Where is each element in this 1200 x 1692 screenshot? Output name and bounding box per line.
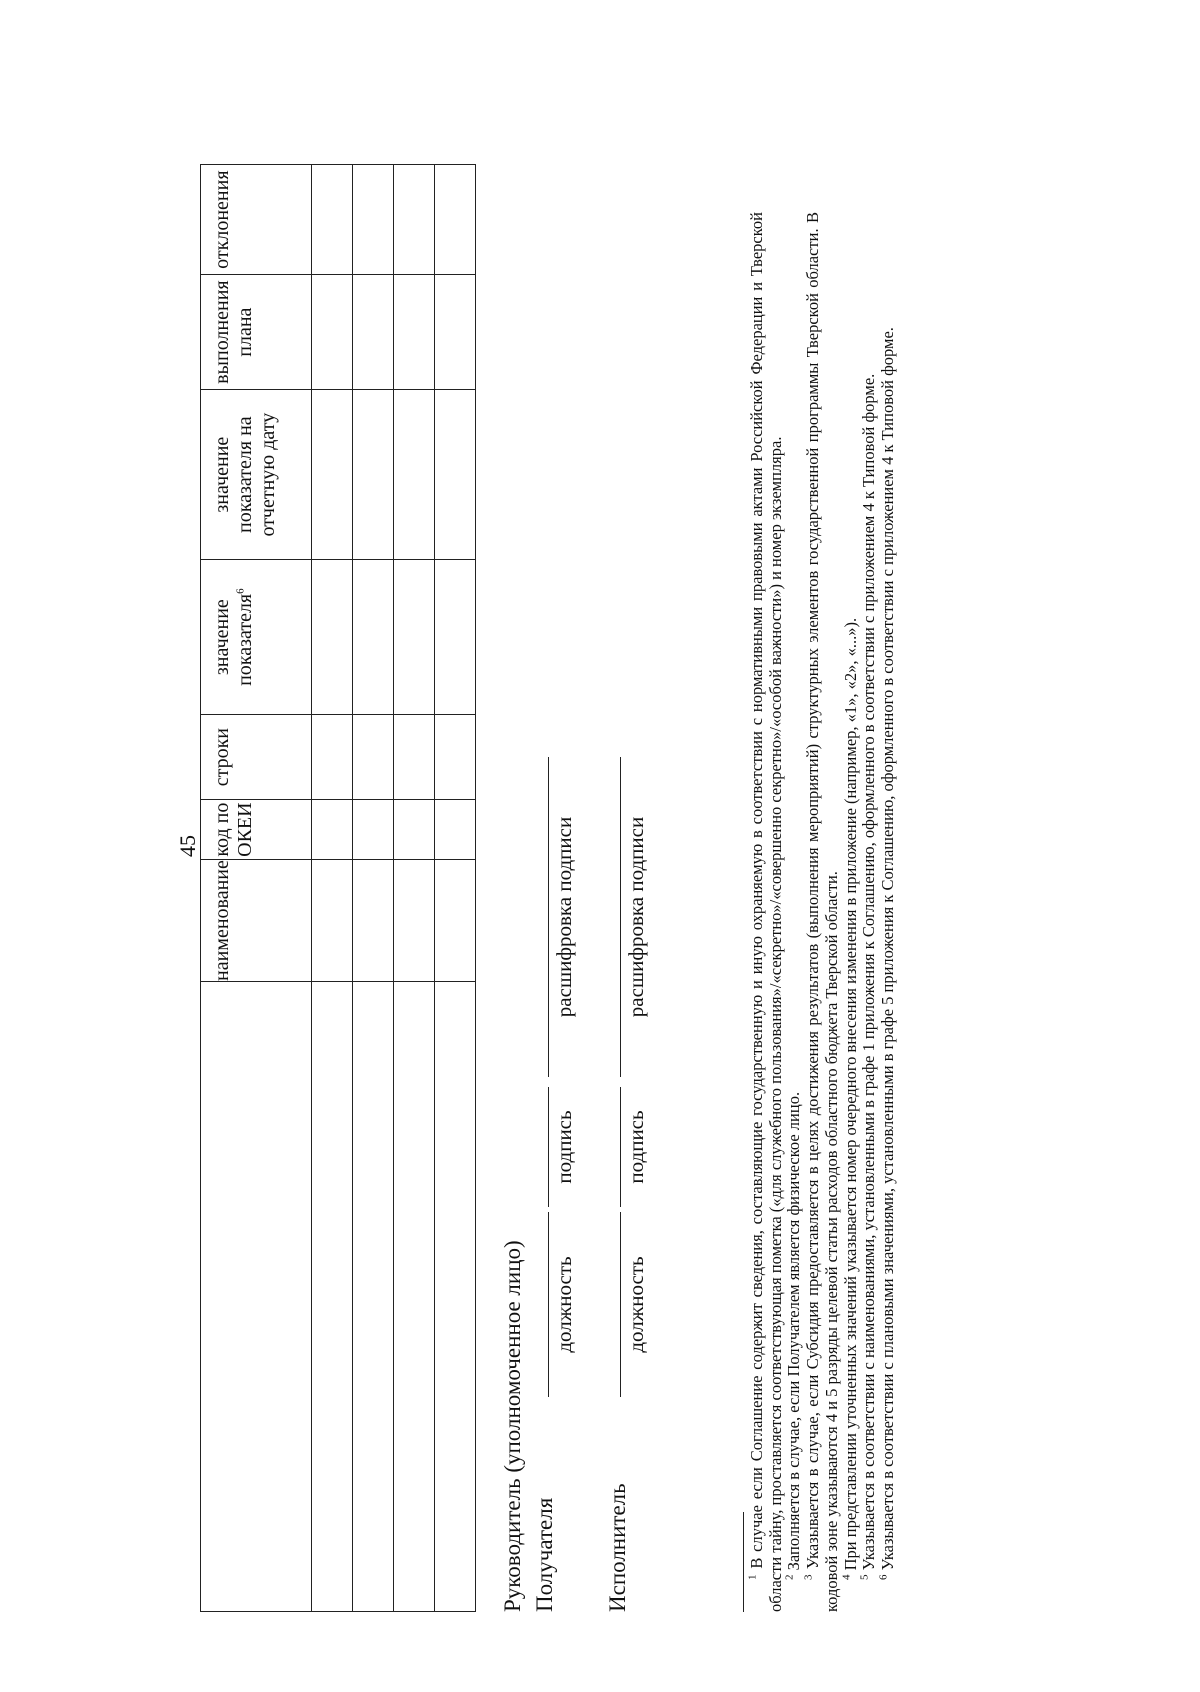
footnote: $^6$ Указывается в соответствии с плановыми значениями, установленными в графе 5 приложения к Соглашению, оформленного в соответствии с приложением 4 к Типовой форме. [877, 327, 897, 1580]
header-cell: выполнения плана [201, 275, 312, 390]
table-cell [394, 165, 435, 275]
table-cell [312, 800, 353, 860]
table-cell [353, 860, 394, 982]
table-row [312, 165, 353, 1612]
table-cell [394, 390, 435, 560]
table-cell [435, 165, 476, 275]
head-position-line [548, 1212, 549, 1397]
table-row [394, 165, 435, 1612]
footnotes [748, 212, 898, 1612]
table-cell [435, 860, 476, 982]
head-label: Руководитель (уполномоченное лицо) [500, 1240, 525, 1612]
table-cell [353, 390, 394, 560]
executor-position-line [620, 1212, 621, 1397]
head-position-caption: должность [552, 1256, 576, 1353]
table-cell [312, 165, 353, 275]
table-cell [312, 860, 353, 982]
table-cell [353, 800, 394, 860]
footnote: $^2$ Заполняется в случае, если Получателем является физическое лицо. [783, 1091, 804, 1580]
table-cell [312, 275, 353, 390]
executor-decoding-caption: расшифровка подписи [624, 816, 648, 1018]
table-cell [312, 560, 353, 715]
table-cell [394, 982, 435, 1612]
table-cell [353, 275, 394, 390]
table-row [435, 165, 476, 1612]
recipient-label: Получателя [532, 1497, 557, 1612]
table-cell [435, 560, 476, 715]
table-cell [353, 982, 394, 1612]
executor-signature-caption: подпись [624, 1110, 648, 1184]
table-cell [394, 275, 435, 390]
table-cell [435, 390, 476, 560]
table-cell [353, 560, 394, 715]
table-cell [435, 800, 476, 860]
table-cell [394, 800, 435, 860]
head-decoding-caption: расшифровка подписи [552, 816, 576, 1018]
table-cell [394, 715, 435, 800]
indicator-table [200, 164, 476, 1612]
header-cell: строки [201, 715, 312, 800]
table-cell [394, 560, 435, 715]
header-cell: наименование [201, 860, 312, 982]
table-row [353, 165, 394, 1612]
table-cell [312, 390, 353, 560]
table-cell [353, 165, 394, 275]
table-cell [435, 982, 476, 1612]
table-header-row [201, 165, 312, 1612]
header-cell: значение показателя$^6$ [201, 560, 312, 715]
page-number: 45 [175, 835, 200, 857]
head-signature-caption: подпись [552, 1110, 576, 1184]
head-decoding-line [548, 757, 549, 1077]
header-cell [201, 982, 312, 1612]
header-cell: отклонения [201, 165, 312, 275]
footnote: $^4$ При представлении уточненных значений указывается номер очередного внесения изменения в приложение (например, «1», «2», «...»). [840, 617, 860, 1580]
footnote-separator [743, 1512, 744, 1612]
table-cell [353, 715, 394, 800]
executor-label: Исполнитель [605, 1483, 630, 1612]
table-cell [312, 715, 353, 800]
head-signature-line [548, 1087, 549, 1207]
footnote: $^3$ Указывается в случае, если Субсидия предоставляется в целях достижения результатов (выполнения мероприятий) структурных элементов государственной программы Тверской области. В кодовой зоне указываются 4 и 5 разряды целевой статьи расходов областного бюджета Тверской области. [802, 212, 841, 1612]
header-cell: значение показателя на отчетную дату [201, 390, 312, 560]
header-cell: код по ОКЕИ [201, 800, 312, 860]
footnote: $^5$ Указывается в соответствии с наименованиями, установленными в графе 1 приложения к Соглашению, оформленного в соответствии с приложением 4 к Типовой форме. [858, 373, 879, 1580]
table-cell [312, 982, 353, 1612]
executor-signature-line [620, 1087, 621, 1207]
table-cell [394, 860, 435, 982]
table-cell [435, 715, 476, 800]
footnote: $^1$ В случае если Соглашение содержит сведения, составляющие государственную и иную охраняемую в соответствии с нормативными правовыми актами Российской Федерации и Тверской области тайну, проставляется соответствующая пометка («для служебного пользования»/«секретно»/«совершенно секретно»/«особой важности») и номер экземпляра. [746, 212, 785, 1612]
table-cell [435, 275, 476, 390]
executor-decoding-line [620, 757, 621, 1077]
executor-position-caption: должность [624, 1256, 648, 1353]
